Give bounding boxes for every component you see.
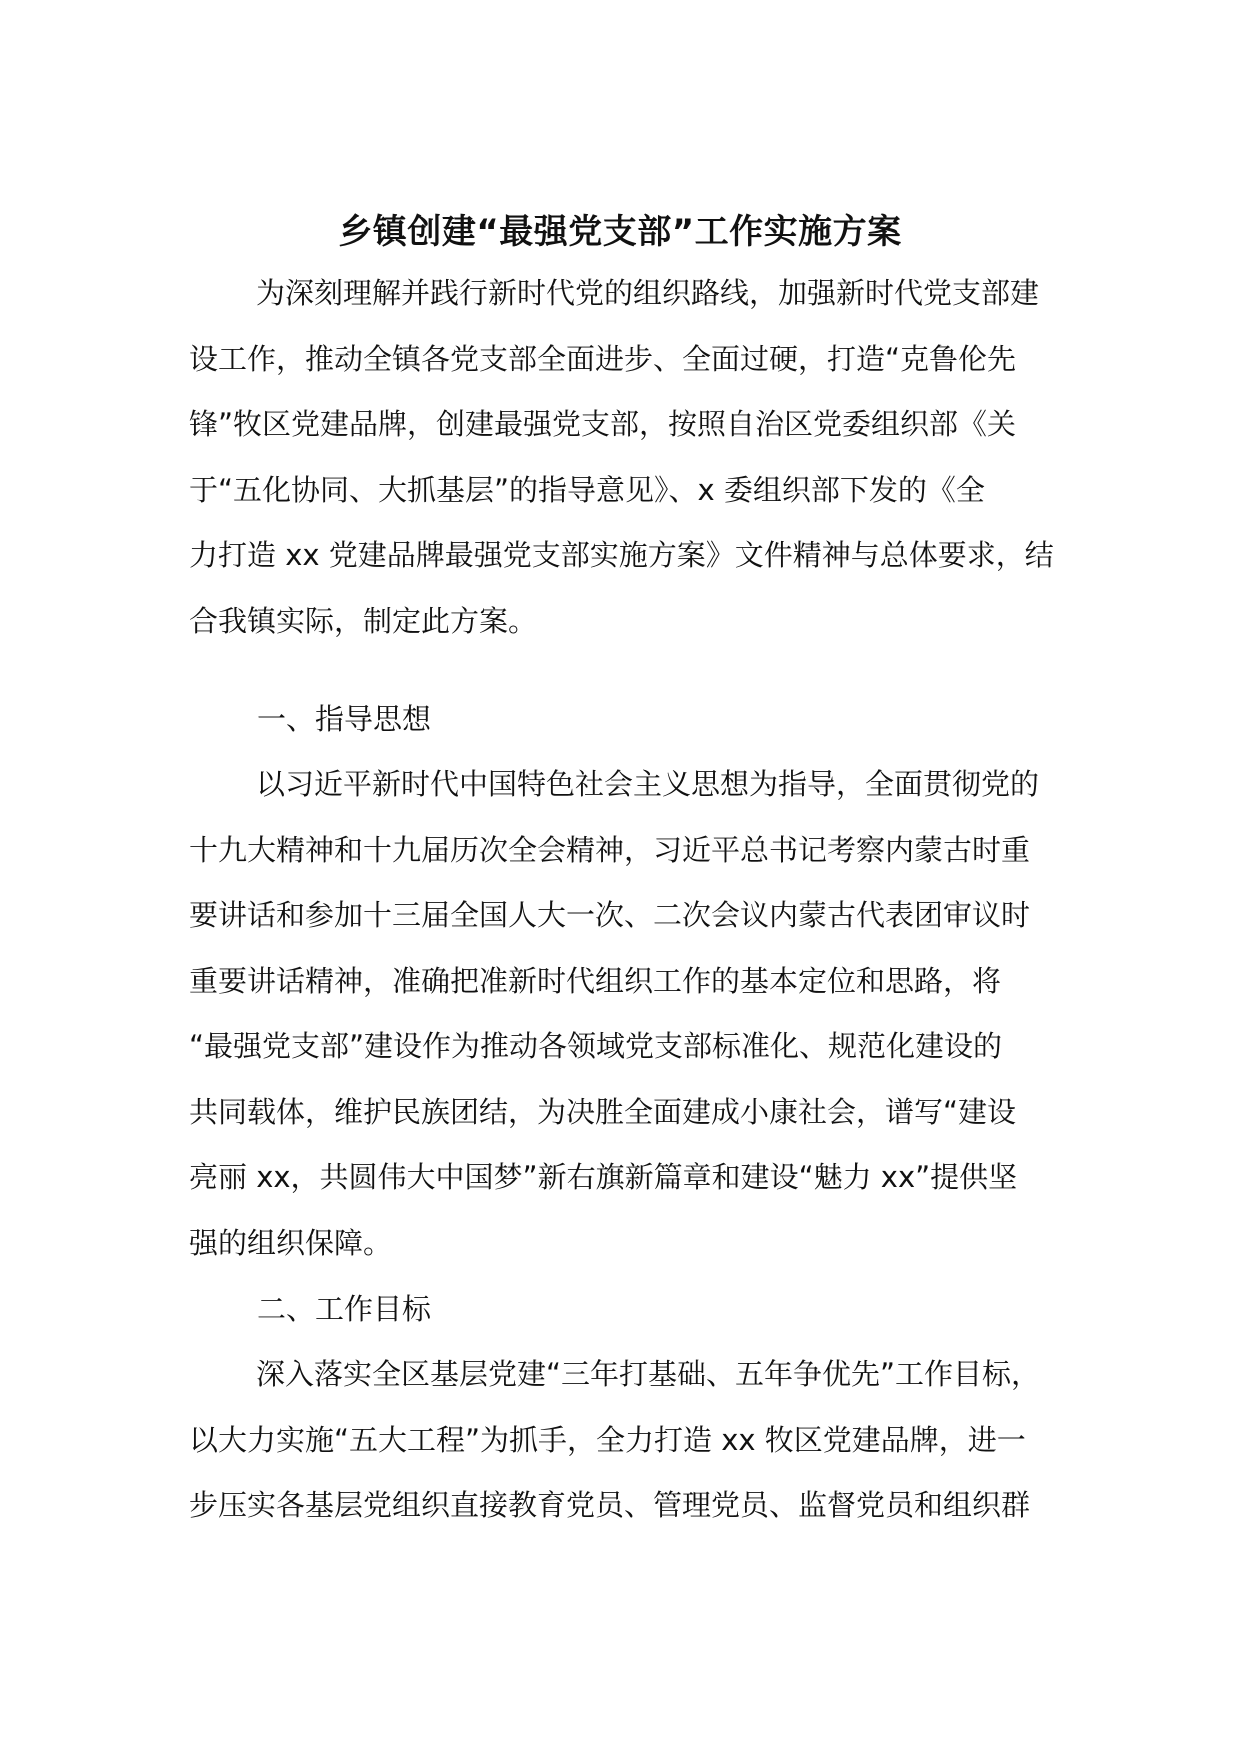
document-title: 乡镇创建“最强党支部”工作实施方案 [338, 212, 902, 252]
text-line: 重要讲话精神，准确把准新时代组织工作的基本定位和思路，将 [189, 963, 1002, 998]
text-line: 十九大精神和十九届历次全会精神，习近平总书记考察内蒙古时重 [189, 832, 1031, 867]
text-line: 设工作，推动全镇各党支部全面进步、全面过硬，打造“克鲁伦先 [189, 341, 1017, 376]
text-line: 力打造 xx 党建品牌最强党支部实施方案》文件精神与总体要求，结 [189, 538, 1054, 572]
text-line: 锋”牧区党建品牌，创建最强党支部，按照自治区党委组织部《关 [189, 407, 1017, 441]
text-line: 深入落实全区基层党建“三年打基础、五年争优先”工作目标， [256, 1357, 1041, 1391]
text-line: 合我镇实际，制定此方案。 [189, 603, 538, 638]
text-line: 步压实各基层党组织直接教育党员、管理党员、监督党员和组织群 [189, 1488, 1031, 1522]
work-goals-paragraph [189, 1342, 1069, 1539]
section-heading-work-goals: 二、工作目标 [257, 1292, 432, 1326]
text-line: 以大力实施“五大工程”为抓手，全力打造 xx 牧区党建品牌，进一 [189, 1422, 1026, 1457]
text-line: 亮丽 xx，共圆伟大中国梦”新右旗新篇章和建设“魅力 xx”提供坚 [189, 1160, 1018, 1194]
intro-paragraph [189, 261, 1069, 654]
text-line: 共同载体，维护民族团结，为决胜全面建成小康社会，谱写“建设 [189, 1094, 1017, 1129]
text-line: 强的组织保障。 [189, 1225, 393, 1260]
text-line: 于“五化协同、大抓基层”的指导意见》、x 委组织部下发的《全 [189, 472, 985, 507]
text-line: 为深刻理解并践行新时代党的组织路线，加强新时代党支部建 [256, 276, 1040, 310]
text-line: 要讲话和参加十三届全国人大一次、二次会议内蒙古代表团审议时 [189, 898, 1031, 932]
text-line: “最强党支部”建设作为推动各领域党支部标准化、规范化建设的 [189, 1029, 1003, 1063]
section-heading-guiding-ideology: 一、指导思想 [257, 702, 432, 736]
text-line: 以习近平新时代中国特色社会主义思想为指导，全面贯彻党的 [256, 767, 1040, 801]
guiding-ideology-paragraph [189, 752, 1069, 1276]
